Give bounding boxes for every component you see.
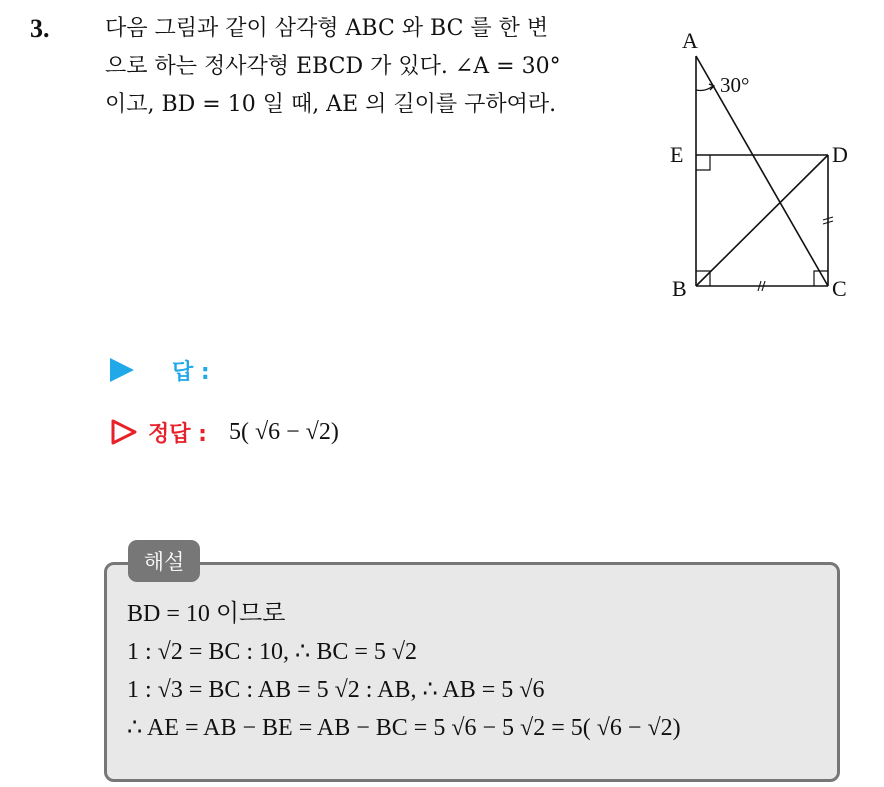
question-line: 이고, BD = 10 일 때, AE 의 길이를 구하여라.	[105, 92, 557, 117]
label-e: E	[670, 142, 684, 167]
solution-tab: 해설	[128, 540, 200, 582]
segment-ac	[696, 56, 828, 286]
label-b: B	[672, 276, 687, 301]
solution-line: ∴ AE = AB − BE = AB − BC = 5 √6 − 5 √2 = 5( √6 − √2)	[127, 715, 681, 741]
solution-line: 1 : √2 = BC : 10, ∴ BC = 5 √2	[127, 639, 418, 665]
answer-row	[110, 352, 210, 388]
question-line: 으로 하는 정사각형 EBCD 가 있다. ∠A = 30°	[105, 54, 561, 79]
label-angle: 30°	[720, 73, 750, 97]
correct-answer-row	[110, 412, 339, 452]
label-a: A	[682, 28, 698, 53]
segment-bd	[696, 155, 828, 286]
correct-answer-value: 5( √6 − √2)	[228, 418, 339, 445]
label-c: C	[832, 276, 847, 301]
geometry-figure	[660, 20, 860, 320]
question-text	[105, 10, 645, 124]
label-d: D	[832, 142, 848, 167]
correct-answer-label: 정답 :	[148, 421, 207, 447]
solution-box	[104, 562, 840, 782]
outline-triangle-icon	[110, 418, 138, 446]
solution-line: BD = 10 이므로	[127, 601, 286, 627]
question-line: 다음 그림과 같이 삼각형 ABC 와 BC 를 한 변	[105, 16, 549, 41]
answer-label: 답 :	[172, 359, 210, 385]
solution-lines	[127, 595, 681, 747]
solution-line: 1 : √3 = BC : AB = 5 √2 : AB, ∴ AB = 5 √6	[127, 677, 545, 703]
play-triangle-icon	[110, 358, 134, 382]
question-number: 3.	[30, 14, 50, 43]
right-angle-e	[696, 155, 710, 170]
